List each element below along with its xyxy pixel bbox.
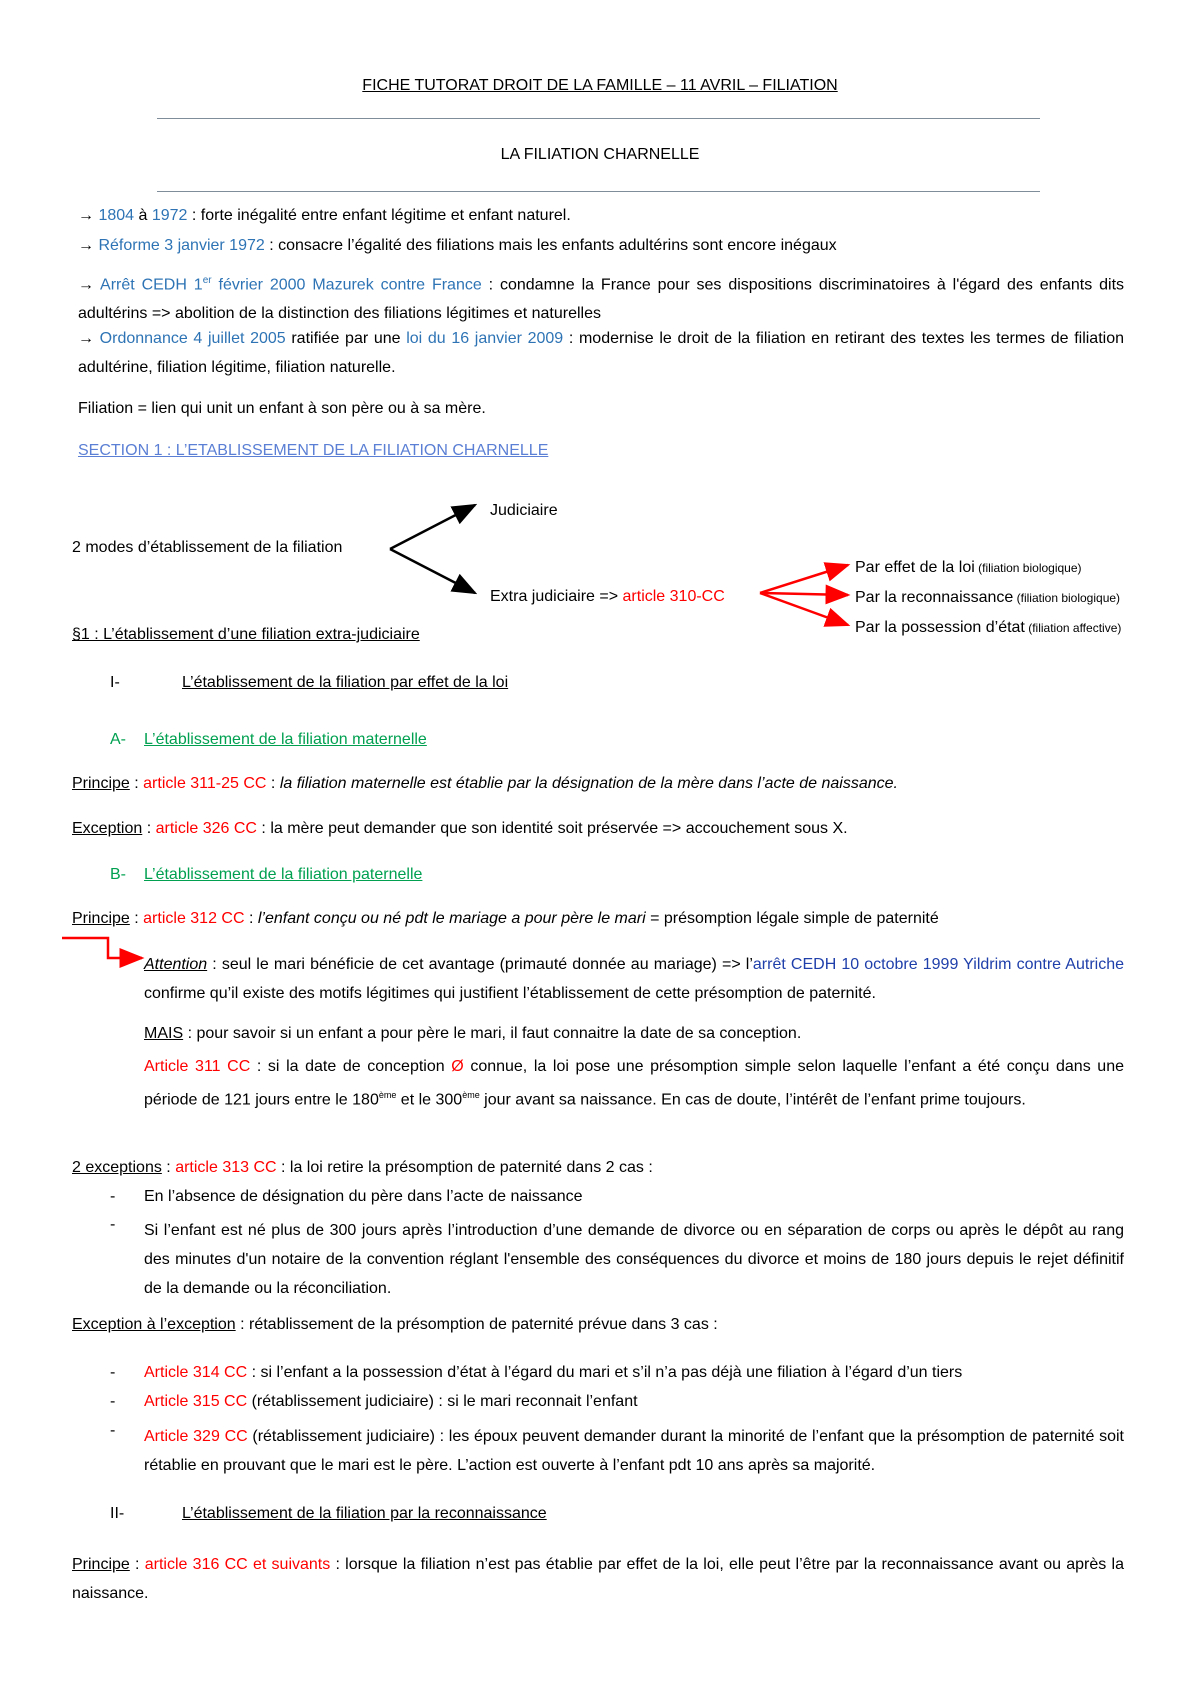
- principe-maternelle: Principe : article 311-25 CC : la filiation maternelle est établie par la désignation de la mère dans l’acte de naissance.: [72, 775, 898, 792]
- mais-line: MAIS : pour savoir si un enfant a pour père le mari, il faut connaitre la date de sa conception.: [144, 1025, 802, 1042]
- paragraph-1-heading: §1 : L’établissement d’une filiation extra-judiciaire: [72, 626, 420, 643]
- page-title: FICHE TUTORAT DROIT DE LA FAMILLE – 11 AVRIL – FILIATION: [362, 77, 838, 94]
- exception-item-dash: -: [110, 1216, 116, 1233]
- principe-paternelle: Principe : article 312 CC : l’enfant conçu ou né pdt le mariage a pour père le mari = présomption légale simple de paternité: [72, 910, 939, 927]
- article-311-paragraph: Article 311 CC : si la date de conception Ø connue, la loi pose une présomption simple selon laquelle l’enfant a été conçu dans une période de 121 jours entre le 180ème et le 300ème jour avant sa naissance. En cas de doute, l’intérêt de l’enfant prime toujours.: [144, 1058, 1125, 1109]
- restore-item-dash: -: [110, 1364, 116, 1381]
- attention-paragraph: Attention : seul le mari bénéficie de cet avantage (primauté donnée au mariage) => l’arrêt CEDH 10 octobre 1999 Yildrim contre Autriche confirme qu’il existe des motifs légitimes qui justifient l’établissement de cette présomption de paternité.: [144, 956, 1124, 1002]
- exception-item: En l’absence de désignation du père dans l’acte de naissance: [144, 1188, 583, 1205]
- history-line-1: → 1804 à 1972 : forte inégalité entre enfant légitime et enfant naturel.: [78, 207, 571, 224]
- two-exceptions-line: 2 exceptions : article 313 CC : la loi retire la présomption de paternité dans 2 cas :: [72, 1159, 653, 1176]
- part-II-number: II-: [110, 1505, 125, 1522]
- part-I-title: L’établissement de la filiation par effet de la loi: [182, 674, 509, 691]
- diagram-leaf-effet-loi: Par effet de la loi (filiation biologique): [855, 559, 1082, 576]
- history-line-3: → Arrêt CEDH 1er février 2000 Mazurek contre France : condamne la France pour ses dispositions discriminatoires à l'égard des enfants dits adultérins => abolition de la distinction des filiations légitimes et naturelles: [78, 275, 1125, 323]
- part-I-number: I-: [110, 674, 120, 691]
- diagram-leaf-reconnaissance: Par la reconnaissance (filiation biologique): [855, 589, 1121, 606]
- diagram-root-label: 2 modes d’établissement de la filiation: [72, 539, 343, 556]
- exception-item: Si l’enfant est né plus de 300 jours après l’introduction d’une demande de divorce ou en séparation de corps ou après le dépôt au rang des minutes d'un notaire de la convention réglant l'ensemble des conséquences du divorce et moins de 180 jours depuis le rejet définitif de la demande ou la réconciliation.: [144, 1222, 1124, 1297]
- page-subtitle: LA FILIATION CHARNELLE: [500, 146, 700, 163]
- section-1-heading: SECTION 1 : L’ETABLISSEMENT DE LA FILIATION CHARNELLE: [78, 442, 549, 459]
- restore-item: Article 329 CC (rétablissement judiciaire) : les époux peuvent demander durant la minorité de l’enfant que la présomption de paternité soit rétablie en prouvant que le mari est le père. L’action est ouverte à l’enfant pdt 10 ans après sa majorité.: [144, 1428, 1124, 1474]
- part-A-title: L’établissement de la filiation maternelle: [144, 731, 427, 748]
- arrow-to-possession: [760, 593, 848, 625]
- arrow-to-reconnaissance: [760, 593, 848, 595]
- exception-a-l-exception-line: Exception à l’exception : rétablissement de la présomption de paternité prévue dans 3 cas :: [72, 1316, 718, 1333]
- exception-item-dash: -: [110, 1188, 116, 1205]
- restore-item-dash: -: [110, 1422, 116, 1439]
- history-line-4: → Ordonnance 4 juillet 2005 ratifiée par une loi du 16 janvier 2009 : modernise le droit de la filiation en retirant des textes les termes de filiation adultérine, filiation légitime, filiation naturelle.: [78, 330, 1125, 376]
- principe-reconnaissance: Principe : article 316 CC et suivants : lorsque la filiation n’est pas établie par effet de la loi, elle peut l’être par la reconnaissance avant ou après la naissance.: [72, 1556, 1124, 1602]
- part-II-title: L’établissement de la filiation par la reconnaissance: [182, 1505, 547, 1522]
- restore-item: Article 315 CC (rétablissement judiciaire) : si le mari reconnait l’enfant: [144, 1393, 638, 1410]
- restore-item: Article 314 CC : si l’enfant a la possession d’état à l’égard du mari et s’il n’a pas déjà une filiation à l’égard d’un tiers: [144, 1364, 963, 1381]
- restore-item-dash: -: [110, 1393, 116, 1410]
- arrow-to-extra-judiciaire: [390, 549, 475, 593]
- filiation-definition: Filiation = lien qui unit un enfant à son père ou à sa mère.: [78, 400, 486, 417]
- history-line-2: → Réforme 3 janvier 1972 : consacre l’égalité des filiations mais les enfants adultérins sont encore inégaux: [78, 237, 837, 254]
- arrow-to-judiciaire: [390, 505, 475, 549]
- diagram-judiciaire-label: Judiciaire: [490, 502, 558, 519]
- part-A-number: A-: [110, 731, 126, 748]
- exception-maternelle: Exception : article 326 CC : la mère peut demander que son identité soit préservée => accouchement sous X.: [72, 820, 848, 837]
- diagram-extra-label: Extra judiciaire => article 310-CC: [490, 588, 725, 605]
- part-B-number: B-: [110, 866, 126, 883]
- part-B-title: L’établissement de la filiation paternelle: [144, 866, 423, 883]
- diagram-leaf-possession: Par la possession d’état (filiation affective): [855, 619, 1122, 636]
- arrow-to-effet-loi: [760, 565, 848, 593]
